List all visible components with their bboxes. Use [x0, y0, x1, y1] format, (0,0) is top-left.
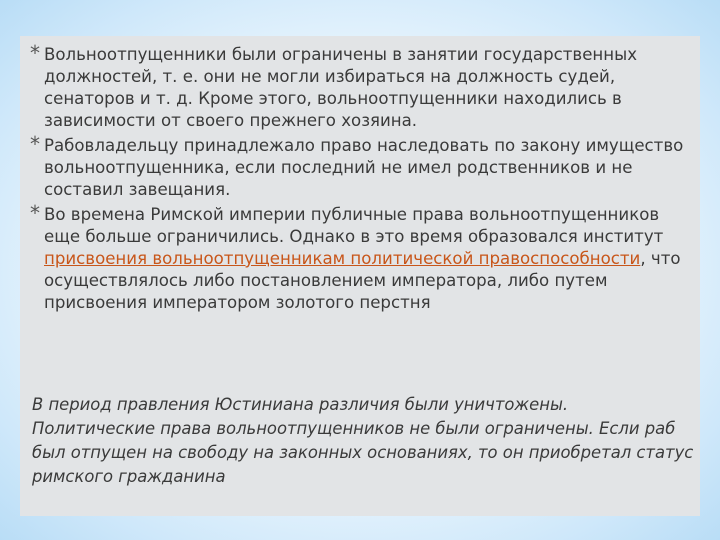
- bullet-item: [30, 201, 690, 314]
- bullet-text-after: , что осуществлялось либо постановлением императора, либо путем присвоения императором золотого перстня: [44, 249, 681, 312]
- bullet-list: [30, 41, 690, 317]
- asterisk-bullet-icon: *: [30, 41, 40, 65]
- asterisk-bullet-icon: *: [30, 132, 40, 156]
- bullet-text: Вольноотпущенники были ограничены в занятии государственных должностей, т. е. они не могли избираться на должность судей, сенаторов и т. д. Кроме этого, вольноотпущенники находились в зависимости от своего прежнего хозяина.: [44, 45, 638, 130]
- asterisk-bullet-icon: *: [30, 201, 40, 225]
- bullet-text-before: Во времена Римской империи публичные права вольноотпущенников еще больше ограничились. Однако в это время образовался институт: [44, 205, 664, 246]
- political-capacity-link[interactable]: присвоения вольноотпущенникам политической правоспособности: [44, 249, 641, 268]
- bullet-item: [30, 132, 690, 201]
- bullet-item: [30, 41, 690, 132]
- footer-paragraph: В период правления Юстиниана различия были уничтожены. Политические права вольноотпущенников не были ограничены. Если раб был отпущен на свободу на законных основаниях, то он приобретал статус римского гражданина: [32, 395, 694, 486]
- bullet-text: Рабовладельцу принадлежало право наследовать по закону имущество вольноотпущенника, если последний не имел родственников и не составил завещания.: [44, 136, 684, 199]
